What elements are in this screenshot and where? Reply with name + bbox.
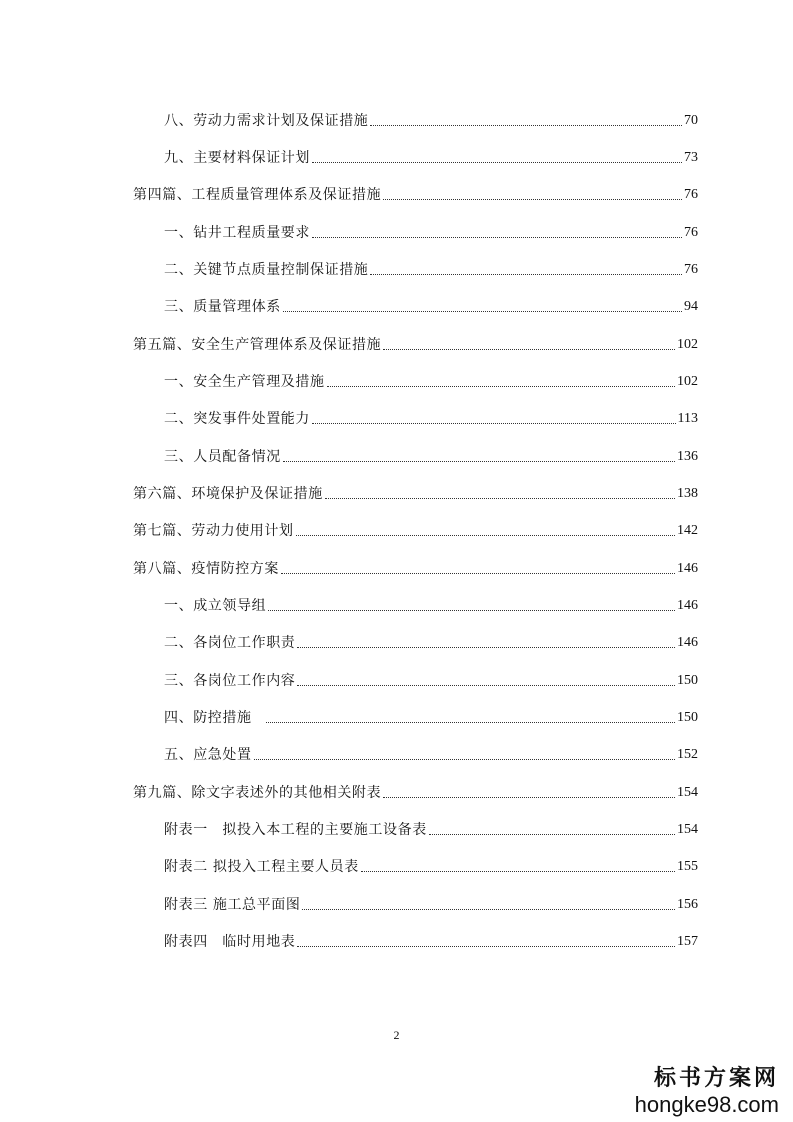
toc-leader-dots <box>361 871 675 872</box>
toc-entry-page: 154 <box>677 785 698 800</box>
toc-entry-page: 146 <box>677 598 698 613</box>
toc-entry-label: 附表二 拟投入工程主要人员表 <box>164 859 359 875</box>
toc-entry-label: 八、劳动力需求计划及保证措施 <box>164 113 369 129</box>
toc-entry-page: 76 <box>684 187 698 202</box>
toc-leader-dots <box>297 946 675 947</box>
toc-entry-page: 70 <box>684 113 698 128</box>
site-watermark <box>609 1066 779 1118</box>
toc-entry-page: 154 <box>677 822 698 837</box>
toc-entry-label: 一、成立领导组 <box>164 598 267 614</box>
toc-entry-label: 第七篇、劳动力使用计划 <box>133 523 294 539</box>
toc-entry-label: 第五篇、安全生产管理体系及保证措施 <box>133 337 382 353</box>
toc-entry[interactable] <box>133 556 698 578</box>
toc-leader-dots <box>429 834 675 835</box>
watermark-url: hongke98.com <box>634 1092 779 1117</box>
toc-leader-dots <box>383 797 675 798</box>
toc-entry[interactable] <box>164 406 698 428</box>
toc-leader-dots <box>297 647 675 648</box>
toc-entry-page: 94 <box>684 299 698 314</box>
toc-entry-page: 113 <box>677 411 698 426</box>
toc-entry[interactable] <box>164 294 698 316</box>
toc-entry-page: 76 <box>684 225 698 240</box>
toc-entry-label: 九、主要材料保证计划 <box>164 150 310 166</box>
toc-entry[interactable] <box>133 481 698 503</box>
toc-entry[interactable] <box>164 593 698 615</box>
toc-entry[interactable] <box>164 892 698 914</box>
toc-entry-label: 第九篇、除文字表述外的其他相关附表 <box>133 785 382 801</box>
toc-leader-dots <box>302 909 675 910</box>
toc-entry[interactable] <box>164 929 698 951</box>
toc-leader-dots <box>312 423 676 424</box>
toc-entry-page: 150 <box>677 710 698 725</box>
toc-entry-label: 二、各岗位工作职责 <box>164 635 296 651</box>
toc-entry[interactable] <box>164 742 698 764</box>
toc-leader-dots <box>283 311 682 312</box>
toc-entry-label: 五、应急处置 <box>164 747 252 763</box>
toc-entry-page: 150 <box>677 673 698 688</box>
toc-leader-dots <box>370 274 682 275</box>
toc-entry-label: 三、人员配备情况 <box>164 449 281 465</box>
toc-entry[interactable] <box>164 108 698 130</box>
toc-entry-page: 138 <box>677 486 698 501</box>
toc-leader-dots <box>281 573 675 574</box>
toc-entry-label: 附表四 临时用地表 <box>164 934 296 950</box>
toc-leader-dots <box>312 162 682 163</box>
toc-leader-dots <box>383 349 675 350</box>
toc-leader-dots <box>296 535 675 536</box>
toc-entry[interactable] <box>164 854 698 876</box>
toc-entry[interactable] <box>164 145 698 167</box>
toc-entry[interactable] <box>133 332 698 354</box>
toc-entry-label: 附表一 拟投入本工程的主要施工设备表 <box>164 822 427 838</box>
toc-entry[interactable] <box>164 369 698 391</box>
toc-entry[interactable] <box>164 220 698 242</box>
toc-entry[interactable] <box>133 780 698 802</box>
toc-entry-page: 157 <box>677 934 698 949</box>
toc-leader-dots <box>266 722 675 723</box>
toc-entry-page: 136 <box>677 449 698 464</box>
toc-leader-dots <box>325 498 675 499</box>
toc-entry-page: 152 <box>677 747 698 762</box>
toc-entry-label: 四、防控措施 <box>164 710 252 726</box>
toc-entry[interactable] <box>133 518 698 540</box>
toc-entry-label: 第八篇、疫情防控方案 <box>133 561 279 577</box>
toc-entry[interactable] <box>164 705 698 727</box>
toc-leader-dots <box>283 461 675 462</box>
toc-entry-label: 一、安全生产管理及措施 <box>164 374 325 390</box>
toc-leader-dots <box>327 386 675 387</box>
toc-entry-label: 一、钻井工程质量要求 <box>164 225 310 241</box>
toc-entry-label: 二、突发事件处置能力 <box>164 411 310 427</box>
toc-entry-label: 附表三 施工总平面图 <box>164 897 301 913</box>
toc-entry-page: 146 <box>677 635 698 650</box>
watermark-title: 标书方案网 <box>653 1066 779 1091</box>
toc-entry-page: 76 <box>684 262 698 277</box>
page-number: 2 <box>393 1028 400 1042</box>
toc-leader-dots <box>268 610 675 611</box>
toc-entry[interactable] <box>133 182 698 204</box>
toc-entry-label: 第六篇、环境保护及保证措施 <box>133 486 323 502</box>
toc-entry[interactable] <box>164 630 698 652</box>
toc-leader-dots <box>312 237 682 238</box>
toc-leader-dots <box>254 759 675 760</box>
toc-leader-dots <box>370 125 682 126</box>
toc-entry[interactable] <box>164 444 698 466</box>
toc-entry-page: 142 <box>677 523 698 538</box>
toc-entry[interactable] <box>164 257 698 279</box>
toc-entry-label: 第四篇、工程质量管理体系及保证措施 <box>133 187 382 203</box>
toc-entry-page: 102 <box>677 374 698 389</box>
toc-leader-dots <box>297 685 675 686</box>
toc-entry-label: 二、关键节点质量控制保证措施 <box>164 262 369 278</box>
toc-entry-label: 三、各岗位工作内容 <box>164 673 296 689</box>
toc-entry[interactable] <box>164 817 698 839</box>
toc-entry-page: 155 <box>677 859 698 874</box>
toc-entry-page: 73 <box>684 150 698 165</box>
toc-entry-page: 156 <box>677 897 698 912</box>
toc-entry[interactable] <box>164 668 698 690</box>
toc-entry-page: 146 <box>677 561 698 576</box>
toc-entry-page: 102 <box>677 337 698 352</box>
toc-entry-label: 三、质量管理体系 <box>164 299 281 315</box>
toc-leader-dots <box>383 199 682 200</box>
